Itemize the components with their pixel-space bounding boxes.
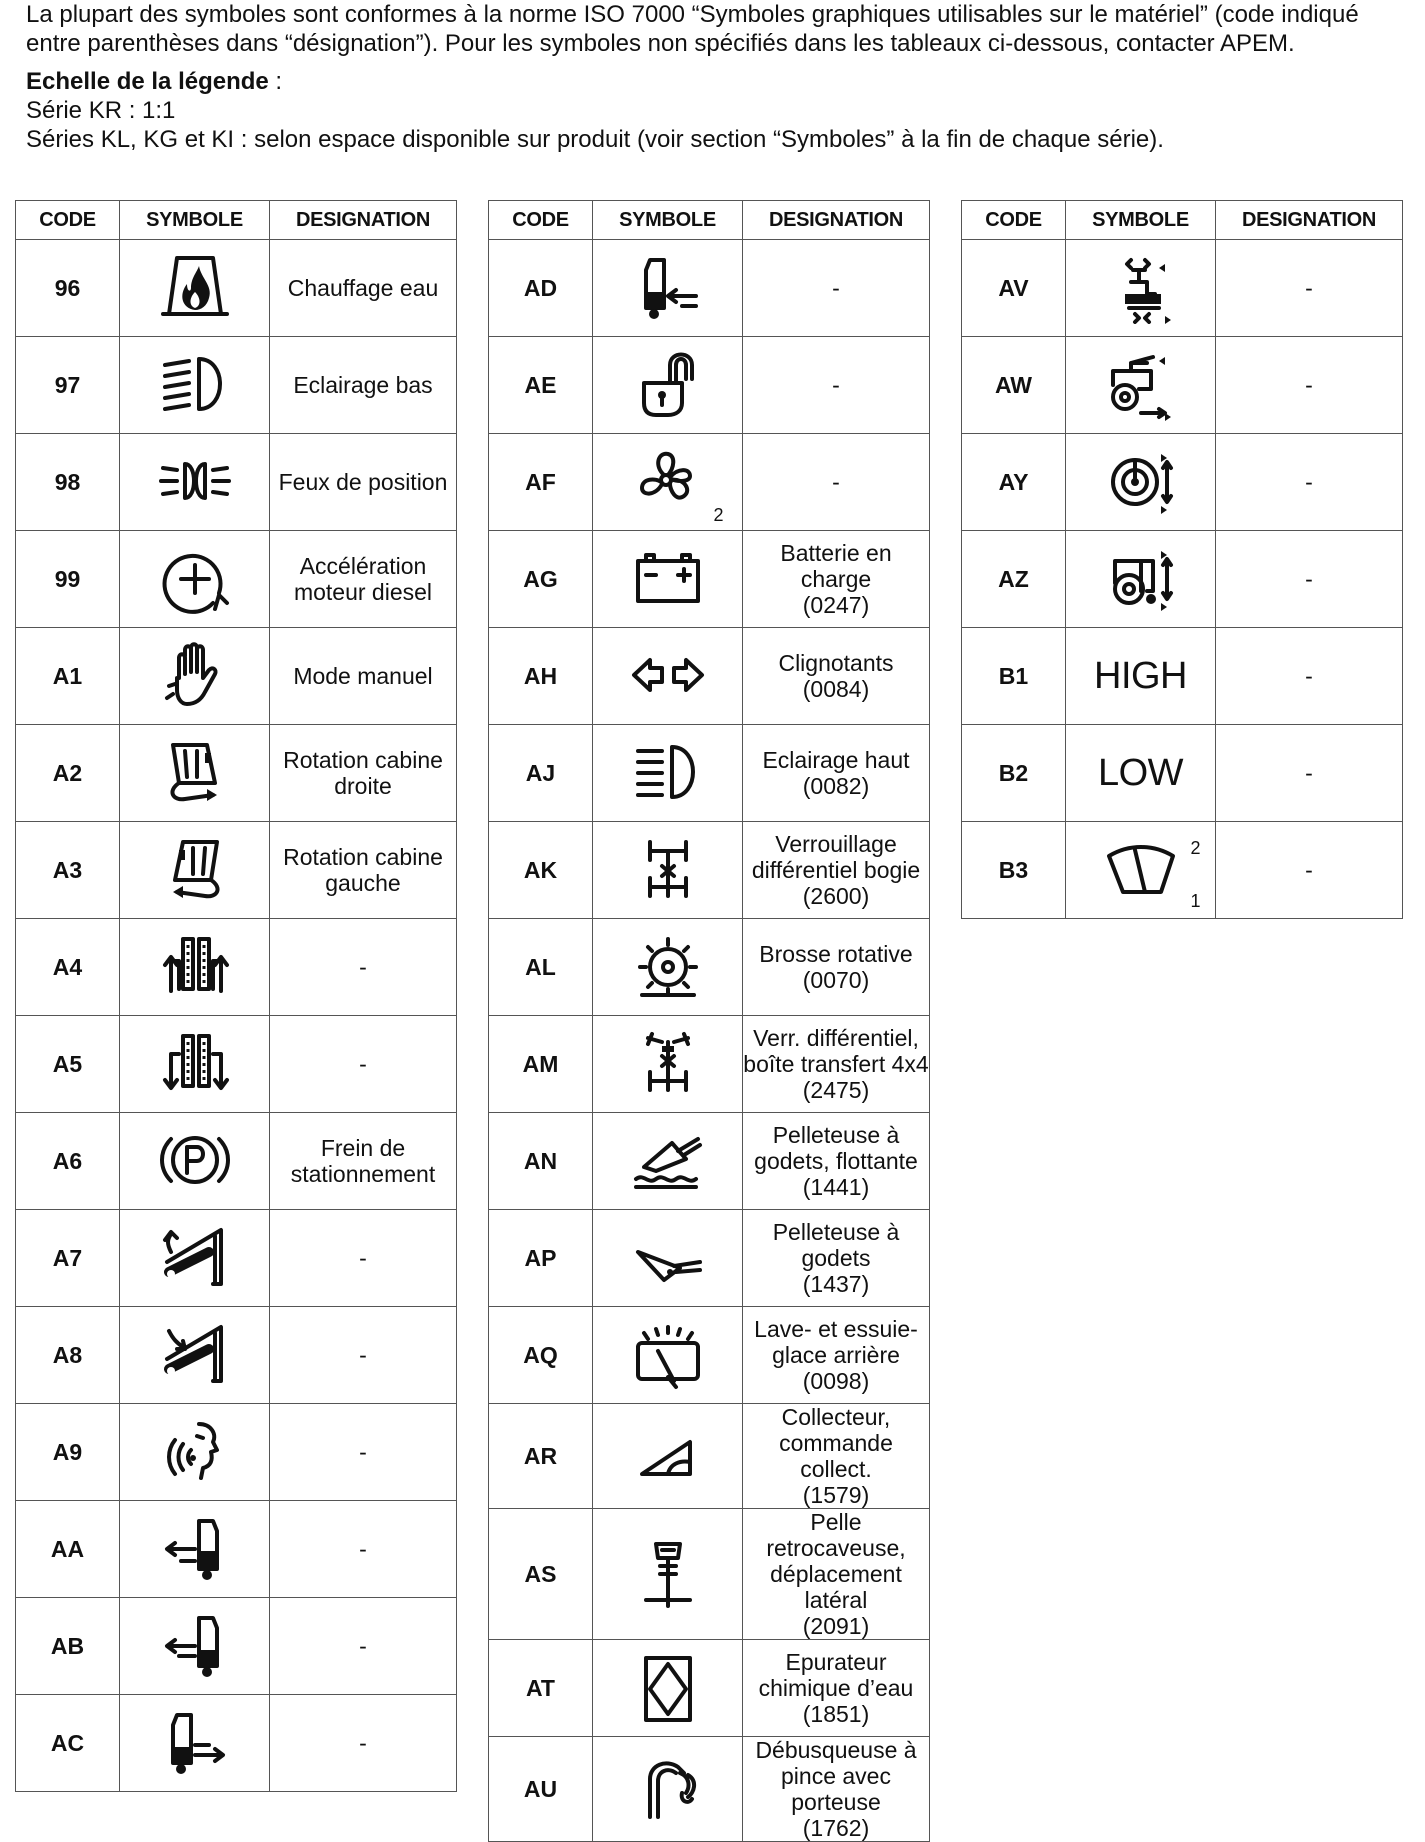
designation-cell xyxy=(270,1404,457,1501)
table-row xyxy=(16,1307,457,1404)
designation-cell xyxy=(270,628,457,725)
code-cell: AF xyxy=(489,434,593,531)
designation-cell xyxy=(743,1509,930,1640)
symbol-table-2 xyxy=(488,200,930,1842)
symbol-cell xyxy=(120,628,270,725)
symbol-cell xyxy=(593,919,743,1016)
designation-line: - xyxy=(1305,663,1313,689)
designation-line: déplacement latéral xyxy=(770,1561,902,1613)
code-cell: AH xyxy=(489,628,593,725)
table-row xyxy=(489,1210,930,1307)
fan-2-icon xyxy=(628,446,708,518)
code-cell: AE xyxy=(489,337,593,434)
designation-line: glace arrière xyxy=(772,1342,900,1368)
code-cell: AP xyxy=(489,1210,593,1307)
designation-line: - xyxy=(359,954,367,980)
table-row xyxy=(489,1113,930,1210)
truck-arrow-in-icon xyxy=(628,252,708,324)
code-cell: B1 xyxy=(962,628,1066,725)
designation-cell xyxy=(270,1598,457,1695)
bucket-float-icon xyxy=(628,1125,708,1197)
symbol-cell xyxy=(120,337,270,434)
code-cell: B2 xyxy=(962,725,1066,822)
code-cell: AA xyxy=(16,1501,120,1598)
designation-cell xyxy=(270,1113,457,1210)
designation-cell xyxy=(743,1016,930,1113)
designation-cell xyxy=(1216,434,1403,531)
symbol-cell xyxy=(1066,531,1216,628)
scale-heading xyxy=(26,67,1421,96)
designation-cell xyxy=(270,434,457,531)
rear-wiper-washer-icon xyxy=(628,1319,708,1391)
table-row xyxy=(16,1113,457,1210)
designation-cell xyxy=(743,1113,930,1210)
boom-lower-icon xyxy=(155,1319,235,1391)
code-cell: AJ xyxy=(489,725,593,822)
designation-cell xyxy=(743,1404,930,1509)
symbol-cell xyxy=(120,434,270,531)
backhoe-sideshift-icon xyxy=(628,1538,708,1610)
table-row xyxy=(489,434,930,531)
symbol-cell xyxy=(120,531,270,628)
symbol-cell xyxy=(593,725,743,822)
designation-line: (1437) xyxy=(802,1271,870,1297)
intro-line2: entre parenthèses dans “désignation”). Pour les symboles non spécifiés dans les tableaux ci-dessous, contacter APEM. xyxy=(26,30,1295,57)
stabilizer-down-icon xyxy=(155,1028,235,1100)
designation-line: Débusqueuse à xyxy=(755,1737,917,1763)
symbol-table-3 xyxy=(961,200,1403,919)
designation-cell xyxy=(270,725,457,822)
water-heating-icon xyxy=(155,252,235,324)
table-row xyxy=(489,1307,930,1404)
designation-cell xyxy=(743,822,930,919)
cab-rotate-right-icon xyxy=(155,737,235,809)
designation-cell xyxy=(270,337,457,434)
symbol-cell xyxy=(1066,628,1216,725)
designation-cell xyxy=(743,1737,930,1842)
low-beam-icon xyxy=(155,349,235,421)
designation-cell xyxy=(743,628,930,725)
symbol-cell xyxy=(593,531,743,628)
symbol-cell xyxy=(593,1016,743,1113)
header-code: CODE xyxy=(16,201,120,240)
bucket-loader-icon xyxy=(628,1222,708,1294)
reel-pto-icon xyxy=(1101,543,1181,615)
code-cell: 98 xyxy=(16,434,120,531)
voice-command-icon xyxy=(155,1416,235,1488)
designation-line: Chauffage eau xyxy=(287,275,439,301)
designation-line: - xyxy=(832,275,840,301)
designation-line: Collecteur, xyxy=(781,1404,891,1430)
designation-cell xyxy=(1216,240,1403,337)
symbol-cell xyxy=(1066,725,1216,822)
designation-line: stationnement xyxy=(290,1161,436,1187)
diesel-acceleration-icon xyxy=(155,543,235,615)
code-cell: AU xyxy=(489,1737,593,1842)
designation-line: moteur diesel xyxy=(293,579,433,605)
designation-cell xyxy=(1216,822,1403,919)
high-beam-icon xyxy=(628,737,708,809)
designation-cell xyxy=(743,1640,930,1737)
code-cell: AG xyxy=(489,531,593,628)
table-row xyxy=(489,919,930,1016)
symbol-cell xyxy=(593,1307,743,1404)
scale-colon: : xyxy=(268,68,283,95)
table-row xyxy=(489,1640,930,1737)
table-row xyxy=(489,822,930,919)
designation-line: (0098) xyxy=(802,1368,870,1394)
designation-line: Eclairage haut xyxy=(762,747,910,773)
symbol-cell xyxy=(120,1695,270,1792)
designation-cell xyxy=(1216,628,1403,725)
symbol-subscript: 2 xyxy=(713,505,724,525)
designation-cell xyxy=(270,1501,457,1598)
table-row xyxy=(16,1016,457,1113)
designation-line: Clignotants xyxy=(778,650,894,676)
designation-line: (0070) xyxy=(802,967,870,993)
symbol-cell xyxy=(1066,822,1216,919)
table-row xyxy=(16,1501,457,1598)
code-cell: AM xyxy=(489,1016,593,1113)
designation-line: Accélération xyxy=(299,553,427,579)
table-row xyxy=(962,337,1403,434)
symbol-cell xyxy=(593,822,743,919)
code-cell: A8 xyxy=(16,1307,120,1404)
code-cell: AV xyxy=(962,240,1066,337)
designation-line: Feux de position xyxy=(278,469,448,495)
code-cell: 97 xyxy=(16,337,120,434)
table-row xyxy=(16,240,457,337)
symbol-cell xyxy=(1066,434,1216,531)
symbol-cell xyxy=(120,1210,270,1307)
bogie-diff-lock-icon xyxy=(628,834,708,906)
designation-cell xyxy=(1216,337,1403,434)
table-row xyxy=(962,822,1403,919)
designation-line: - xyxy=(1305,275,1313,301)
parking-brake-icon xyxy=(155,1125,235,1197)
intro-line1: La plupart des symboles sont conformes à la norme ISO 7000 “Symboles graphiques utilisables sur le matériel” (code indiqué xyxy=(26,1,1359,28)
table-row xyxy=(16,628,457,725)
code-cell: AC xyxy=(16,1695,120,1792)
symbol-cell xyxy=(120,1404,270,1501)
rotary-brush-icon xyxy=(628,931,708,1003)
designation-line: - xyxy=(832,469,840,495)
code-cell: AK xyxy=(489,822,593,919)
symbol-cell xyxy=(593,1404,743,1509)
table-row xyxy=(16,919,457,1016)
designation-line: différentiel bogie xyxy=(751,857,921,883)
symbol-cell xyxy=(120,725,270,822)
designation-cell xyxy=(743,725,930,822)
designation-line: godets, flottante xyxy=(754,1148,918,1174)
designation-line: droite xyxy=(334,773,392,799)
code-cell: A2 xyxy=(16,725,120,822)
designation-line: - xyxy=(1305,566,1313,592)
header-symbol: SYMBOLE xyxy=(593,201,743,240)
symbol-subscript-2: 1 xyxy=(1190,891,1201,911)
symbol-subscript: 2 xyxy=(1190,838,1201,858)
unlock-padlock-icon xyxy=(628,349,708,421)
table-row xyxy=(16,1404,457,1501)
symbol-cell xyxy=(120,1113,270,1210)
code-cell: AY xyxy=(962,434,1066,531)
header-symbol: SYMBOLE xyxy=(120,201,270,240)
truck-arrow-left-icon xyxy=(155,1513,235,1585)
designation-cell xyxy=(270,240,457,337)
designation-line: (0082) xyxy=(802,773,870,799)
designation-cell xyxy=(270,1307,457,1404)
code-cell: 96 xyxy=(16,240,120,337)
code-cell: A1 xyxy=(16,628,120,725)
manual-mode-hand-icon xyxy=(155,640,235,712)
designation-cell xyxy=(270,1210,457,1307)
designation-line: commande collect. xyxy=(779,1430,893,1482)
designation-cell xyxy=(270,919,457,1016)
symbol-cell xyxy=(593,337,743,434)
table-row xyxy=(489,1016,930,1113)
code-cell: A3 xyxy=(16,822,120,919)
symbol-cell xyxy=(120,919,270,1016)
designation-cell xyxy=(743,434,930,531)
designation-line: - xyxy=(1305,760,1313,786)
code-cell: AW xyxy=(962,337,1066,434)
header-symbol: SYMBOLE xyxy=(1066,201,1216,240)
symbol-cell xyxy=(120,822,270,919)
designation-line: (1579) xyxy=(802,1482,870,1508)
designation-cell xyxy=(743,240,930,337)
table-row xyxy=(489,337,930,434)
symbol-cell xyxy=(1066,240,1216,337)
code-cell: AN xyxy=(489,1113,593,1210)
designation-cell xyxy=(743,919,930,1016)
code-cell: AT xyxy=(489,1640,593,1737)
designation-line: gauche xyxy=(325,870,401,896)
symbol-table-1 xyxy=(15,200,457,1792)
code-cell: AZ xyxy=(962,531,1066,628)
table-row xyxy=(16,434,457,531)
cab-rotate-left-icon xyxy=(155,834,235,906)
code-cell: AQ xyxy=(489,1307,593,1404)
designation-line: Brosse rotative xyxy=(759,941,913,967)
table-row xyxy=(16,1598,457,1695)
designation-line: - xyxy=(832,372,840,398)
intro xyxy=(26,0,1421,154)
code-cell: B3 xyxy=(962,822,1066,919)
symbol-cell xyxy=(120,1016,270,1113)
designation-line: Pelleteuse à xyxy=(772,1219,900,1245)
designation-line: Pelleteuse à xyxy=(772,1122,900,1148)
code-cell: AB xyxy=(16,1598,120,1695)
reel-height-icon xyxy=(1101,446,1181,518)
table-row xyxy=(16,531,457,628)
grapple-skidder-icon xyxy=(628,1753,708,1825)
designation-cell xyxy=(270,822,457,919)
symbol-cell xyxy=(120,1501,270,1598)
scale-kr: Série KR : 1:1 xyxy=(26,97,176,124)
table-row xyxy=(489,1404,930,1509)
boom-raise-icon xyxy=(155,1222,235,1294)
designation-line: Rotation cabine xyxy=(283,844,443,870)
header-code: CODE xyxy=(962,201,1066,240)
designation-cell xyxy=(1216,531,1403,628)
table-row xyxy=(489,725,930,822)
designation-line: chimique d’eau xyxy=(758,1675,914,1701)
table-row xyxy=(489,1737,930,1842)
designation-line: Lave- et essuie- xyxy=(754,1316,918,1342)
designation-line: - xyxy=(1305,469,1313,495)
table-row xyxy=(489,240,930,337)
header-designation: DESIGNATION xyxy=(1216,201,1403,240)
designation-line: (1851) xyxy=(802,1701,870,1727)
table-row xyxy=(16,337,457,434)
table-row xyxy=(16,822,457,919)
code-cell: A9 xyxy=(16,1404,120,1501)
truck-arrow-left-2-icon xyxy=(155,1610,235,1682)
code-cell: A4 xyxy=(16,919,120,1016)
designation-cell xyxy=(1216,725,1403,822)
symbol-cell xyxy=(593,1210,743,1307)
designation-line: Epurateur xyxy=(785,1649,887,1675)
code-cell: AD xyxy=(489,240,593,337)
transfer-diff-lock-icon xyxy=(628,1028,708,1100)
table-row xyxy=(489,628,930,725)
designation-line: (1441) xyxy=(802,1174,870,1200)
designation-cell xyxy=(743,531,930,628)
turn-signals-icon xyxy=(628,640,708,712)
designation-line: Pelle retrocaveuse, xyxy=(766,1509,906,1561)
designation-line: Batterie en charge xyxy=(780,540,892,592)
designation-cell xyxy=(743,1307,930,1404)
symbol-text: HIGH xyxy=(1094,654,1187,697)
tractor-hitch-icon xyxy=(1101,349,1181,421)
symbol-cell xyxy=(593,1113,743,1210)
designation-cell xyxy=(270,531,457,628)
table-row xyxy=(16,1695,457,1792)
header-designation: DESIGNATION xyxy=(270,201,457,240)
designation-cell xyxy=(743,337,930,434)
water-purifier-icon xyxy=(628,1652,708,1724)
designation-line: - xyxy=(359,1730,367,1756)
designation-line: Frein de xyxy=(320,1135,406,1161)
designation-line: (0084) xyxy=(802,676,870,702)
designation-line: - xyxy=(359,1245,367,1271)
position-lights-icon xyxy=(155,446,235,518)
symbol-cell xyxy=(593,1640,743,1737)
designation-line: (0247) xyxy=(802,592,870,618)
designation-line: - xyxy=(359,1633,367,1659)
table-row xyxy=(962,628,1403,725)
designation-line: Verr. différentiel, xyxy=(753,1025,919,1051)
designation-line: - xyxy=(359,1051,367,1077)
code-cell: 99 xyxy=(16,531,120,628)
designation-cell xyxy=(270,1016,457,1113)
designation-line: (2475) xyxy=(802,1077,870,1103)
designation-line: (2600) xyxy=(802,883,870,909)
designation-line: pince avec porteuse xyxy=(781,1763,891,1815)
designation-line: Eclairage bas xyxy=(293,372,433,398)
designation-cell xyxy=(743,1210,930,1307)
symbol-cell xyxy=(1066,337,1216,434)
table-row xyxy=(489,1509,930,1640)
scale-others: Séries KL, KG et KI : selon espace disponible sur produit (voir section “Symboles” à la fin de chaque série). xyxy=(26,126,1164,153)
table-row xyxy=(962,434,1403,531)
table-row xyxy=(16,1210,457,1307)
table-row xyxy=(16,725,457,822)
designation-line: Rotation cabine xyxy=(283,747,443,773)
battery-charge-icon xyxy=(628,543,708,615)
table-row xyxy=(962,531,1403,628)
designation-line: Mode manuel xyxy=(293,663,433,689)
stabilizer-up-icon xyxy=(155,931,235,1003)
designation-line: - xyxy=(359,1342,367,1368)
designation-line: - xyxy=(1305,857,1313,883)
header-code: CODE xyxy=(489,201,593,240)
symbol-cell xyxy=(120,1598,270,1695)
table-row xyxy=(962,725,1403,822)
designation-line: - xyxy=(359,1439,367,1465)
code-cell: AR xyxy=(489,1404,593,1509)
table-row xyxy=(962,240,1403,337)
designation-line: Verrouillage xyxy=(775,831,897,857)
windshield-wiper-icon xyxy=(1101,834,1181,906)
scale-label: Echelle de la légende xyxy=(26,68,269,95)
symbol-cell xyxy=(593,1509,743,1640)
symbol-cell xyxy=(120,240,270,337)
code-cell: AS xyxy=(489,1509,593,1640)
symbol-cell xyxy=(593,628,743,725)
symbol-cell xyxy=(593,1737,743,1842)
collector-icon xyxy=(628,1420,708,1492)
symbol-text: LOW xyxy=(1097,751,1184,794)
designation-line: boîte transfert 4x4 xyxy=(743,1051,929,1077)
seat-adjust-icon xyxy=(1101,252,1181,324)
designation-line: - xyxy=(359,1536,367,1562)
designation-line: - xyxy=(1305,372,1313,398)
code-cell: AL xyxy=(489,919,593,1016)
table-row xyxy=(489,531,930,628)
symbol-cell xyxy=(120,1307,270,1404)
truck-arrow-right-icon xyxy=(155,1707,235,1779)
symbol-cell xyxy=(593,240,743,337)
designation-line: godets xyxy=(801,1245,871,1271)
header-designation: DESIGNATION xyxy=(743,201,930,240)
code-cell: A5 xyxy=(16,1016,120,1113)
designation-line: (1762) xyxy=(802,1815,870,1841)
symbol-cell xyxy=(593,434,743,531)
designation-cell xyxy=(270,1695,457,1792)
code-cell: A6 xyxy=(16,1113,120,1210)
code-cell: A7 xyxy=(16,1210,120,1307)
designation-line: (2091) xyxy=(802,1613,870,1639)
